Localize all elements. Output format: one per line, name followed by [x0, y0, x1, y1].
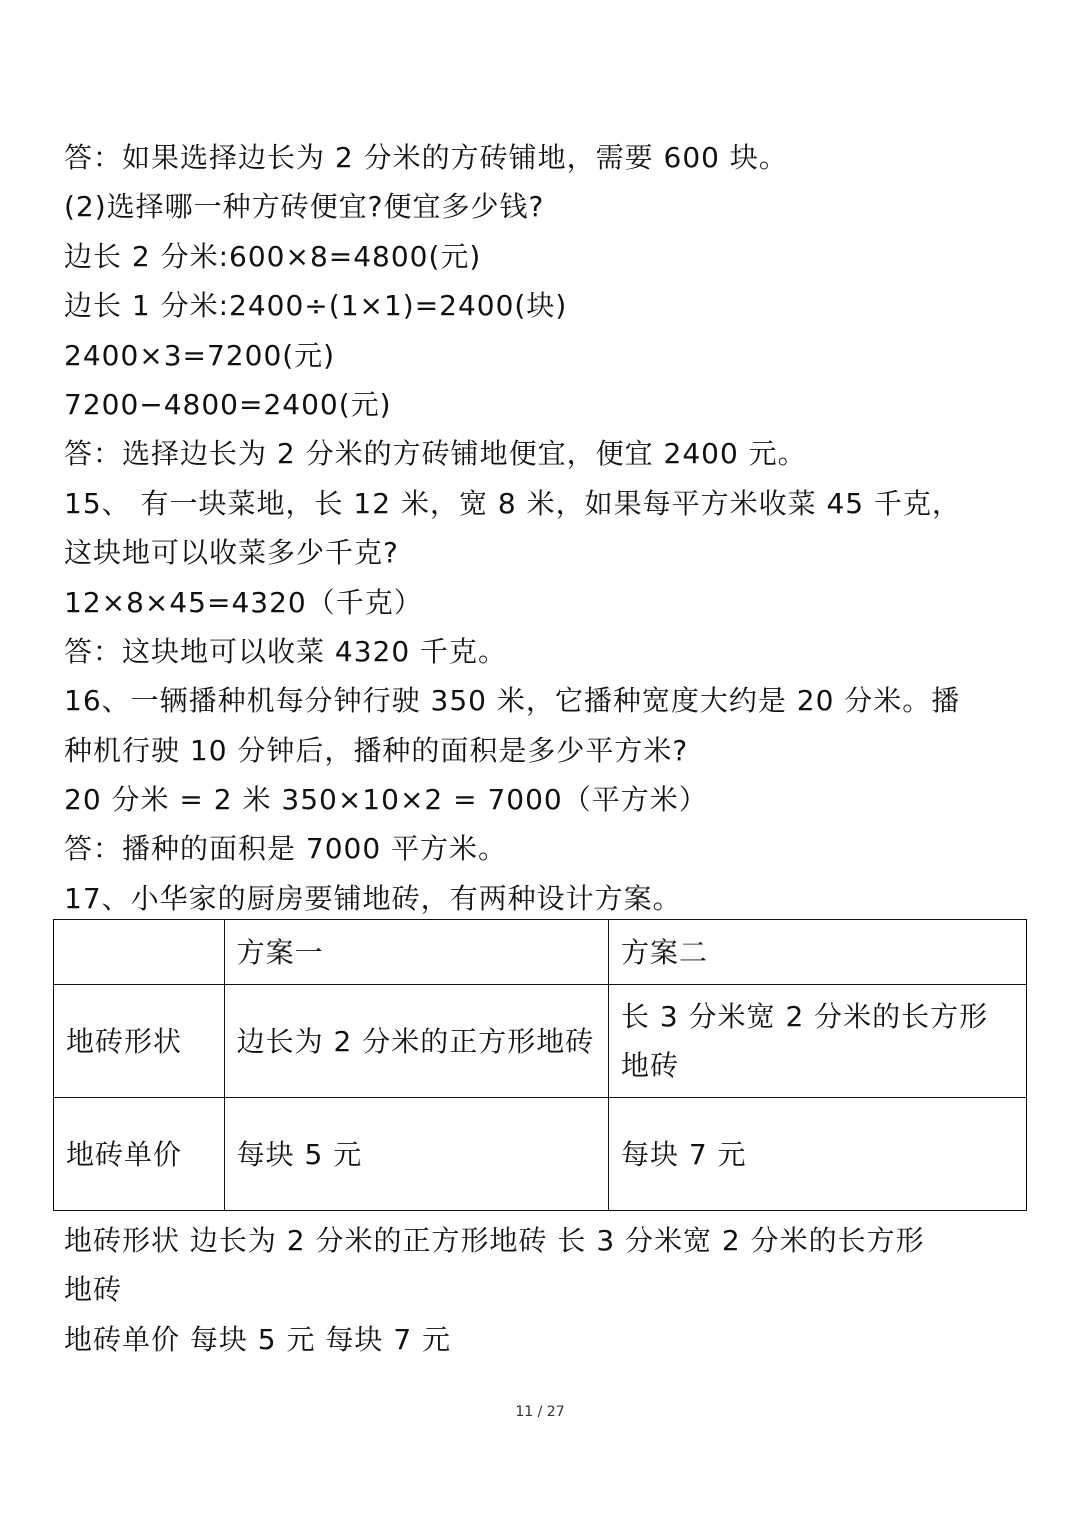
text-line: 12×8×45=4320（千克） [64, 585, 423, 619]
table-header-row [54, 920, 1027, 985]
table-header-cell: 方案二 [608, 920, 1026, 985]
text-line: 地砖单价 每块 5 元 每块 7 元 [64, 1322, 452, 1356]
text-line: 这块地可以收菜多少千克? [64, 536, 399, 570]
text-line: 地砖 [64, 1273, 123, 1307]
table-cell [54, 920, 225, 985]
table-cell [54, 985, 225, 1098]
question-17: 17、小华家的厨房要铺地砖，有两种设计方案。 [64, 881, 682, 915]
table-cell [608, 985, 1026, 1098]
text-line: 2400×3=7200(元) [64, 338, 336, 372]
page-number: 11 / 27 [515, 1404, 565, 1420]
text-line: 答：这块地可以收菜 4320 千克。 [64, 634, 508, 668]
table-cell: 每块 5 元 [224, 1098, 608, 1211]
table-text-repeat [64, 1216, 1024, 1364]
table-cell: 每块 7 元 [608, 1098, 1026, 1211]
text-line: 地砖形状 边长为 2 分米的正方形地砖 长 3 分米宽 2 分米的长方形 [64, 1224, 925, 1257]
text-line: 边长 1 分米:2400÷(1×1)=2400(块) [64, 289, 568, 323]
table-cell [224, 985, 608, 1098]
question-15: 15、 有一块菜地，长 12 米，宽 8 米，如果每平方米收菜 45 千克， [64, 486, 962, 520]
text-line: 7200−4800=2400(元) [64, 387, 392, 421]
question-16: 16、一辆播种机每分钟行驶 350 米，它播种宽度大约是 20 分米。播 [64, 684, 961, 718]
text-line: 20 分米 = 2 米 350×10×2 = 7000（平方米） [64, 783, 708, 817]
table-cell [54, 1098, 225, 1211]
cell-text: 地砖单价 [66, 1137, 183, 1171]
table-row [54, 1098, 1027, 1211]
cell-text: 边长为 2 分米的正方形地砖 [236, 1024, 595, 1058]
table-row [54, 985, 1027, 1098]
text-line: 答：播种的面积是 7000 平方米。 [64, 832, 508, 866]
scheme-table [53, 919, 1027, 1211]
text-line: 种机行驶 10 分钟后，播种的面积是多少平方米? [64, 733, 689, 767]
cell-text: 长 3 分米宽 2 分米的长方形地砖 [620, 1000, 989, 1082]
text-line: 答：如果选择边长为 2 分米的方砖铺地，需要 600 块。 [64, 141, 788, 174]
text-line: (2)选择哪一种方砖便宜?便宜多少钱? [64, 190, 545, 224]
table-header-cell: 方案一 [224, 920, 608, 985]
document-body [64, 133, 1024, 923]
text-line: 边长 2 分米:600×8=4800(元) [64, 239, 482, 273]
text-line: 答：选择边长为 2 分米的方砖铺地便宜，便宜 2400 元。 [64, 437, 807, 471]
cell-text: 地砖形状 [66, 1024, 183, 1058]
